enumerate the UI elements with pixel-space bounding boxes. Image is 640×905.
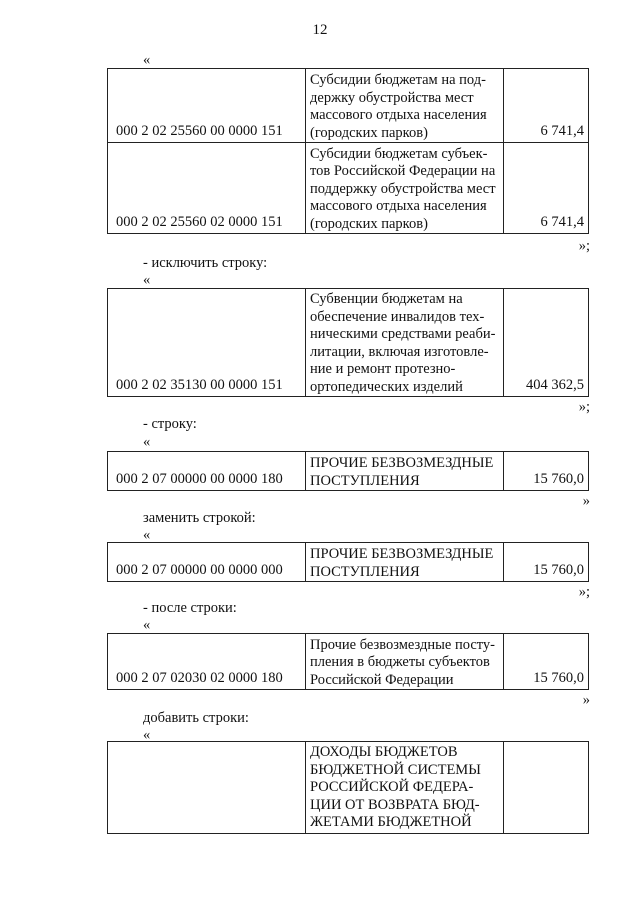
close-quote: »: [582, 493, 590, 509]
open-quote: «: [143, 617, 151, 633]
instruction-text: добавить строки:: [143, 710, 249, 726]
budget-table: [107, 288, 589, 397]
budget-table: [107, 451, 589, 491]
table-row: [108, 143, 589, 234]
open-quote: «: [143, 272, 151, 288]
budget-table: [107, 542, 589, 582]
close-quote: »;: [578, 399, 590, 415]
name-cell: Субсидии бюджетам на под- держку обустройства мест массового отдыха населения (городских парков): [306, 69, 504, 143]
amount-cell: 15 760,0: [504, 634, 589, 690]
open-quote: «: [143, 434, 151, 450]
table-row: [108, 289, 589, 397]
name-cell: ДОХОДЫ БЮДЖЕТОВ БЮДЖЕТНОЙ СИСТЕМЫ РОССИЙСКОЙ ФЕДЕРА- ЦИИ ОТ ВОЗВРАТА БЮД- ЖЕТАМИ БЮДЖЕТНОЙ: [306, 742, 504, 834]
code-cell: 000 2 07 00000 00 0000 180: [108, 452, 306, 491]
code-cell: 000 2 02 25560 00 0000 151: [108, 69, 306, 143]
open-quote: «: [143, 727, 151, 743]
amount-cell: 15 760,0: [504, 543, 589, 582]
amount-cell: 404 362,5: [504, 289, 589, 397]
open-quote: «: [143, 527, 151, 543]
code-cell: 000 2 02 25560 02 0000 151: [108, 143, 306, 234]
name-cell: ПРОЧИЕ БЕЗВОЗМЕЗДНЫЕ ПОСТУПЛЕНИЯ: [306, 452, 504, 491]
budget-table: [107, 741, 589, 834]
amount-cell: [504, 742, 589, 834]
close-quote: »;: [578, 584, 590, 600]
table-row: [108, 69, 589, 143]
name-cell: Субсидии бюджетам субъек- тов Российской Федерации на поддержку обустройства мест массового отдыха населения (городских парков): [306, 143, 504, 234]
close-quote: »: [582, 692, 590, 708]
code-cell: [108, 742, 306, 834]
instruction-text: - после строки:: [143, 600, 237, 616]
instruction-text: заменить строкой:: [143, 510, 256, 526]
budget-table: [107, 633, 589, 690]
name-cell: Прочие безвозмездные посту- пления в бюджеты субъектов Российской Федерации: [306, 634, 504, 690]
instruction-text: - исключить строку:: [143, 255, 268, 271]
amount-cell: 6 741,4: [504, 69, 589, 143]
page-number: 12: [312, 22, 328, 38]
table-row: [108, 452, 589, 491]
instruction-text: - строку:: [143, 416, 197, 432]
table-row: [108, 634, 589, 690]
code-cell: 000 2 07 00000 00 0000 000: [108, 543, 306, 582]
amount-cell: 6 741,4: [504, 143, 589, 234]
table-row: [108, 543, 589, 582]
code-cell: 000 2 02 35130 00 0000 151: [108, 289, 306, 397]
code-cell: 000 2 07 02030 02 0000 180: [108, 634, 306, 690]
close-quote: »;: [578, 238, 590, 254]
budget-table: [107, 68, 589, 234]
name-cell: Субвенции бюджетам на обеспечение инвалидов тех- ническими средствами реаби- литации, включая изготовле- ние и ремонт протезно- ортопедических изделий: [306, 289, 504, 397]
table-row: [108, 742, 589, 834]
amount-cell: 15 760,0: [504, 452, 589, 491]
open-quote: «: [143, 52, 151, 68]
name-cell: ПРОЧИЕ БЕЗВОЗМЕЗДНЫЕ ПОСТУПЛЕНИЯ: [306, 543, 504, 582]
